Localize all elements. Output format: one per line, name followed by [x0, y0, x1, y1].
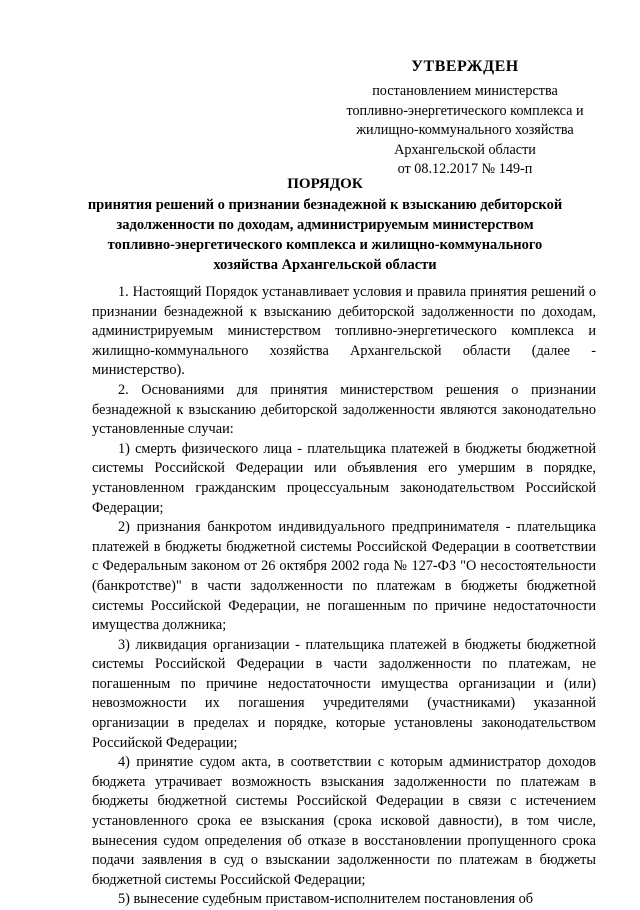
list-item-2: 2) признания банкротом индивидуального предпринимателя - плательщика платежей в бюджеты бюджетной системы Российской Федерации в соответствии с Федеральным законом от 26 октября 2002 года № 127-ФЗ "О несостоятельности (банкротстве)" в части задолженности по платежам в бюджеты бюджетной системы Российской Федерации, не погашенным по причине недостаточности имущества должника;	[92, 519, 596, 634]
document-subtitle-line: топливно-энергетического комплекса и жилищно-коммунального	[107, 237, 543, 253]
approval-line: постановлением министерства	[372, 83, 558, 99]
document-subtitle-line: хозяйства Архангельской области	[213, 257, 437, 273]
approval-line: топливно-энергетического комплекса и	[346, 102, 584, 119]
document-subtitle-line: принятия решений о признании безнадежной к взысканию дебиторской	[87, 197, 563, 213]
paragraph-2: 2. Основаниями для принятия министерством решения о признании безнадежной к взысканию дебиторской задолженности являются законодательно установленные случаи:	[92, 381, 596, 438]
approval-line: жилищно-коммунального хозяйства	[356, 122, 574, 138]
approval-line: Архангельской области	[394, 141, 536, 158]
approval-date-line: от 08.12.2017 № 149-п	[397, 161, 533, 177]
document-body	[92, 283, 596, 910]
document-subtitle-line: задолженности по доходам, администрируемым министерством	[116, 217, 534, 233]
list-item-1: 1) смерть физического лица - плательщика платежей в бюджеты бюджетной системы Российской Федерации или объявления его умершим в порядке, установленном гражданским процессуальным законодательством Российской Федерации;	[92, 440, 596, 516]
list-item-4: 4) принятие судом акта, в соответствии с которым администратор доходов бюджета утрачивает возможность взыскания задолженности по платежам в бюджеты бюджетной системы Российской Федерации в связи с истечением установленного срока ее взыскания (срока исковой давности), в том числе, вынесения судом определения об отказе в восстановлении пропущенного срока подачи заявления в суд о взыскании задолженности по платежам в бюджеты бюджетной системы Российской Федерации;	[92, 754, 596, 888]
approval-stamp	[300, 55, 630, 180]
list-item-5: 5) вынесение судебным приставом-исполнителем постановления об	[118, 891, 534, 908]
document-title: ПОРЯДОК	[287, 176, 363, 192]
approval-heading: УТВЕРЖДЕН	[411, 58, 519, 75]
list-item-3: 3) ликвидация организации - плательщика платежей в бюджеты бюджетной системы Российской Федерации в части задолженности по платежам, не погашенным по причине недостаточности имущества организации и (или) невозможности их погашения учредителями (участниками) указанной организации в пределах и порядке, которые установлены законодательством Российской Федерации;	[92, 636, 596, 751]
document-title-block	[80, 173, 570, 275]
paragraph-1: 1. Настоящий Порядок устанавливает условия и правила принятия решений о признании безнадежной к взысканию дебиторской задолженности по доходам, администрируемым министерством топливно-энергетического комплекса и жилищно-коммунального хозяйства Архангельской области (далее - министерство).	[92, 284, 596, 379]
